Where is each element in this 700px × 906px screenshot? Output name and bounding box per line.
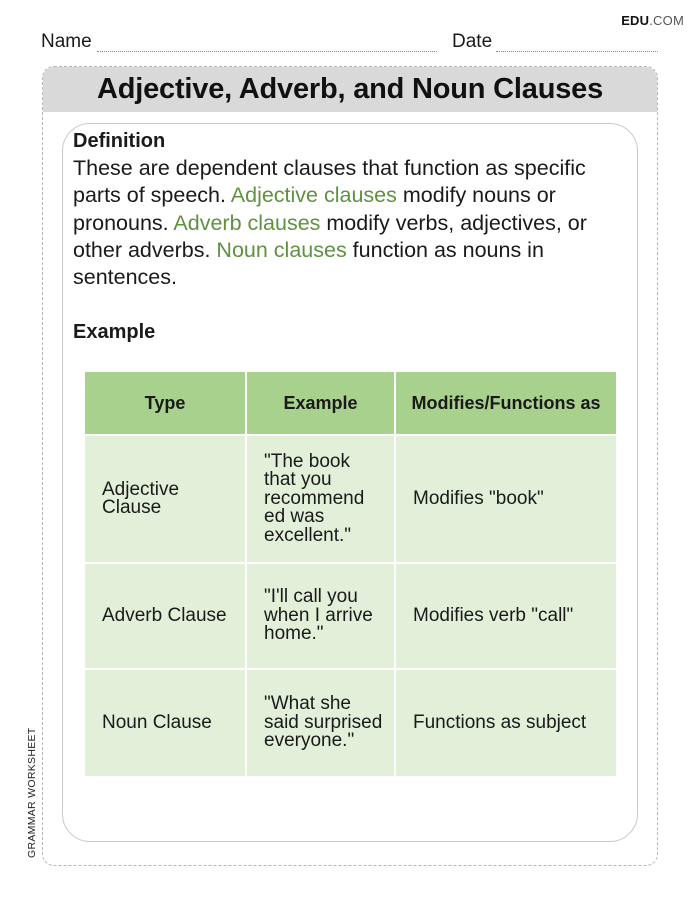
name-date-row [41, 31, 658, 55]
cell-example: "The book that you recommend ed was excellent." [246, 435, 395, 563]
cell-example: "I'll call you when I arrive home." [246, 563, 395, 669]
header-function: Modifies/Functions as [395, 371, 617, 435]
edu-logo[interactable] [621, 13, 684, 28]
cell-function: Modifies "book" [395, 435, 617, 563]
cell-example: "What she said surprised everyone." [246, 669, 395, 777]
example-table [83, 370, 618, 778]
cell-type: Adverb Clause [84, 563, 246, 669]
definition-part: function as nouns in sentences. [73, 237, 544, 290]
logo-suffix: .COM [649, 13, 684, 28]
cell-type: Adjective Clause [84, 435, 246, 563]
header-type: Type [84, 371, 246, 435]
cell-type: Noun Clause [84, 669, 246, 777]
side-label: GRAMMAR WORKSHEET [26, 727, 38, 858]
cell-function: Modifies verb "call" [395, 563, 617, 669]
header-example: Example [246, 371, 395, 435]
term-noun-clauses: Noun clauses [216, 237, 347, 262]
definition-text [73, 155, 633, 291]
table-header-row [84, 371, 617, 435]
definition-heading: Definition [73, 130, 166, 152]
cell-function: Functions as subject [395, 669, 617, 777]
name-line[interactable] [97, 51, 437, 52]
date-line[interactable] [496, 51, 658, 52]
definition-part: modify verbs, adjectives, or other adverbs. [73, 210, 587, 262]
definition-part: These are dependent clauses that function as specific parts of speech. [73, 156, 586, 208]
table-row [84, 563, 617, 669]
example-heading: Example [73, 321, 156, 343]
name-label: Name [41, 31, 92, 52]
title-bar [43, 67, 657, 112]
table-row [84, 435, 617, 563]
term-adjective-clauses: Adjective clauses [230, 183, 397, 208]
logo-bold: EDU [621, 13, 650, 28]
page-title: Adjective, Adverb, and Noun Clauses [97, 73, 603, 105]
table-row [84, 669, 617, 777]
date-label: Date [452, 31, 493, 52]
definition-part: modify nouns or pronouns. [73, 183, 556, 235]
term-adverb-clauses: Adverb clauses [173, 210, 321, 235]
